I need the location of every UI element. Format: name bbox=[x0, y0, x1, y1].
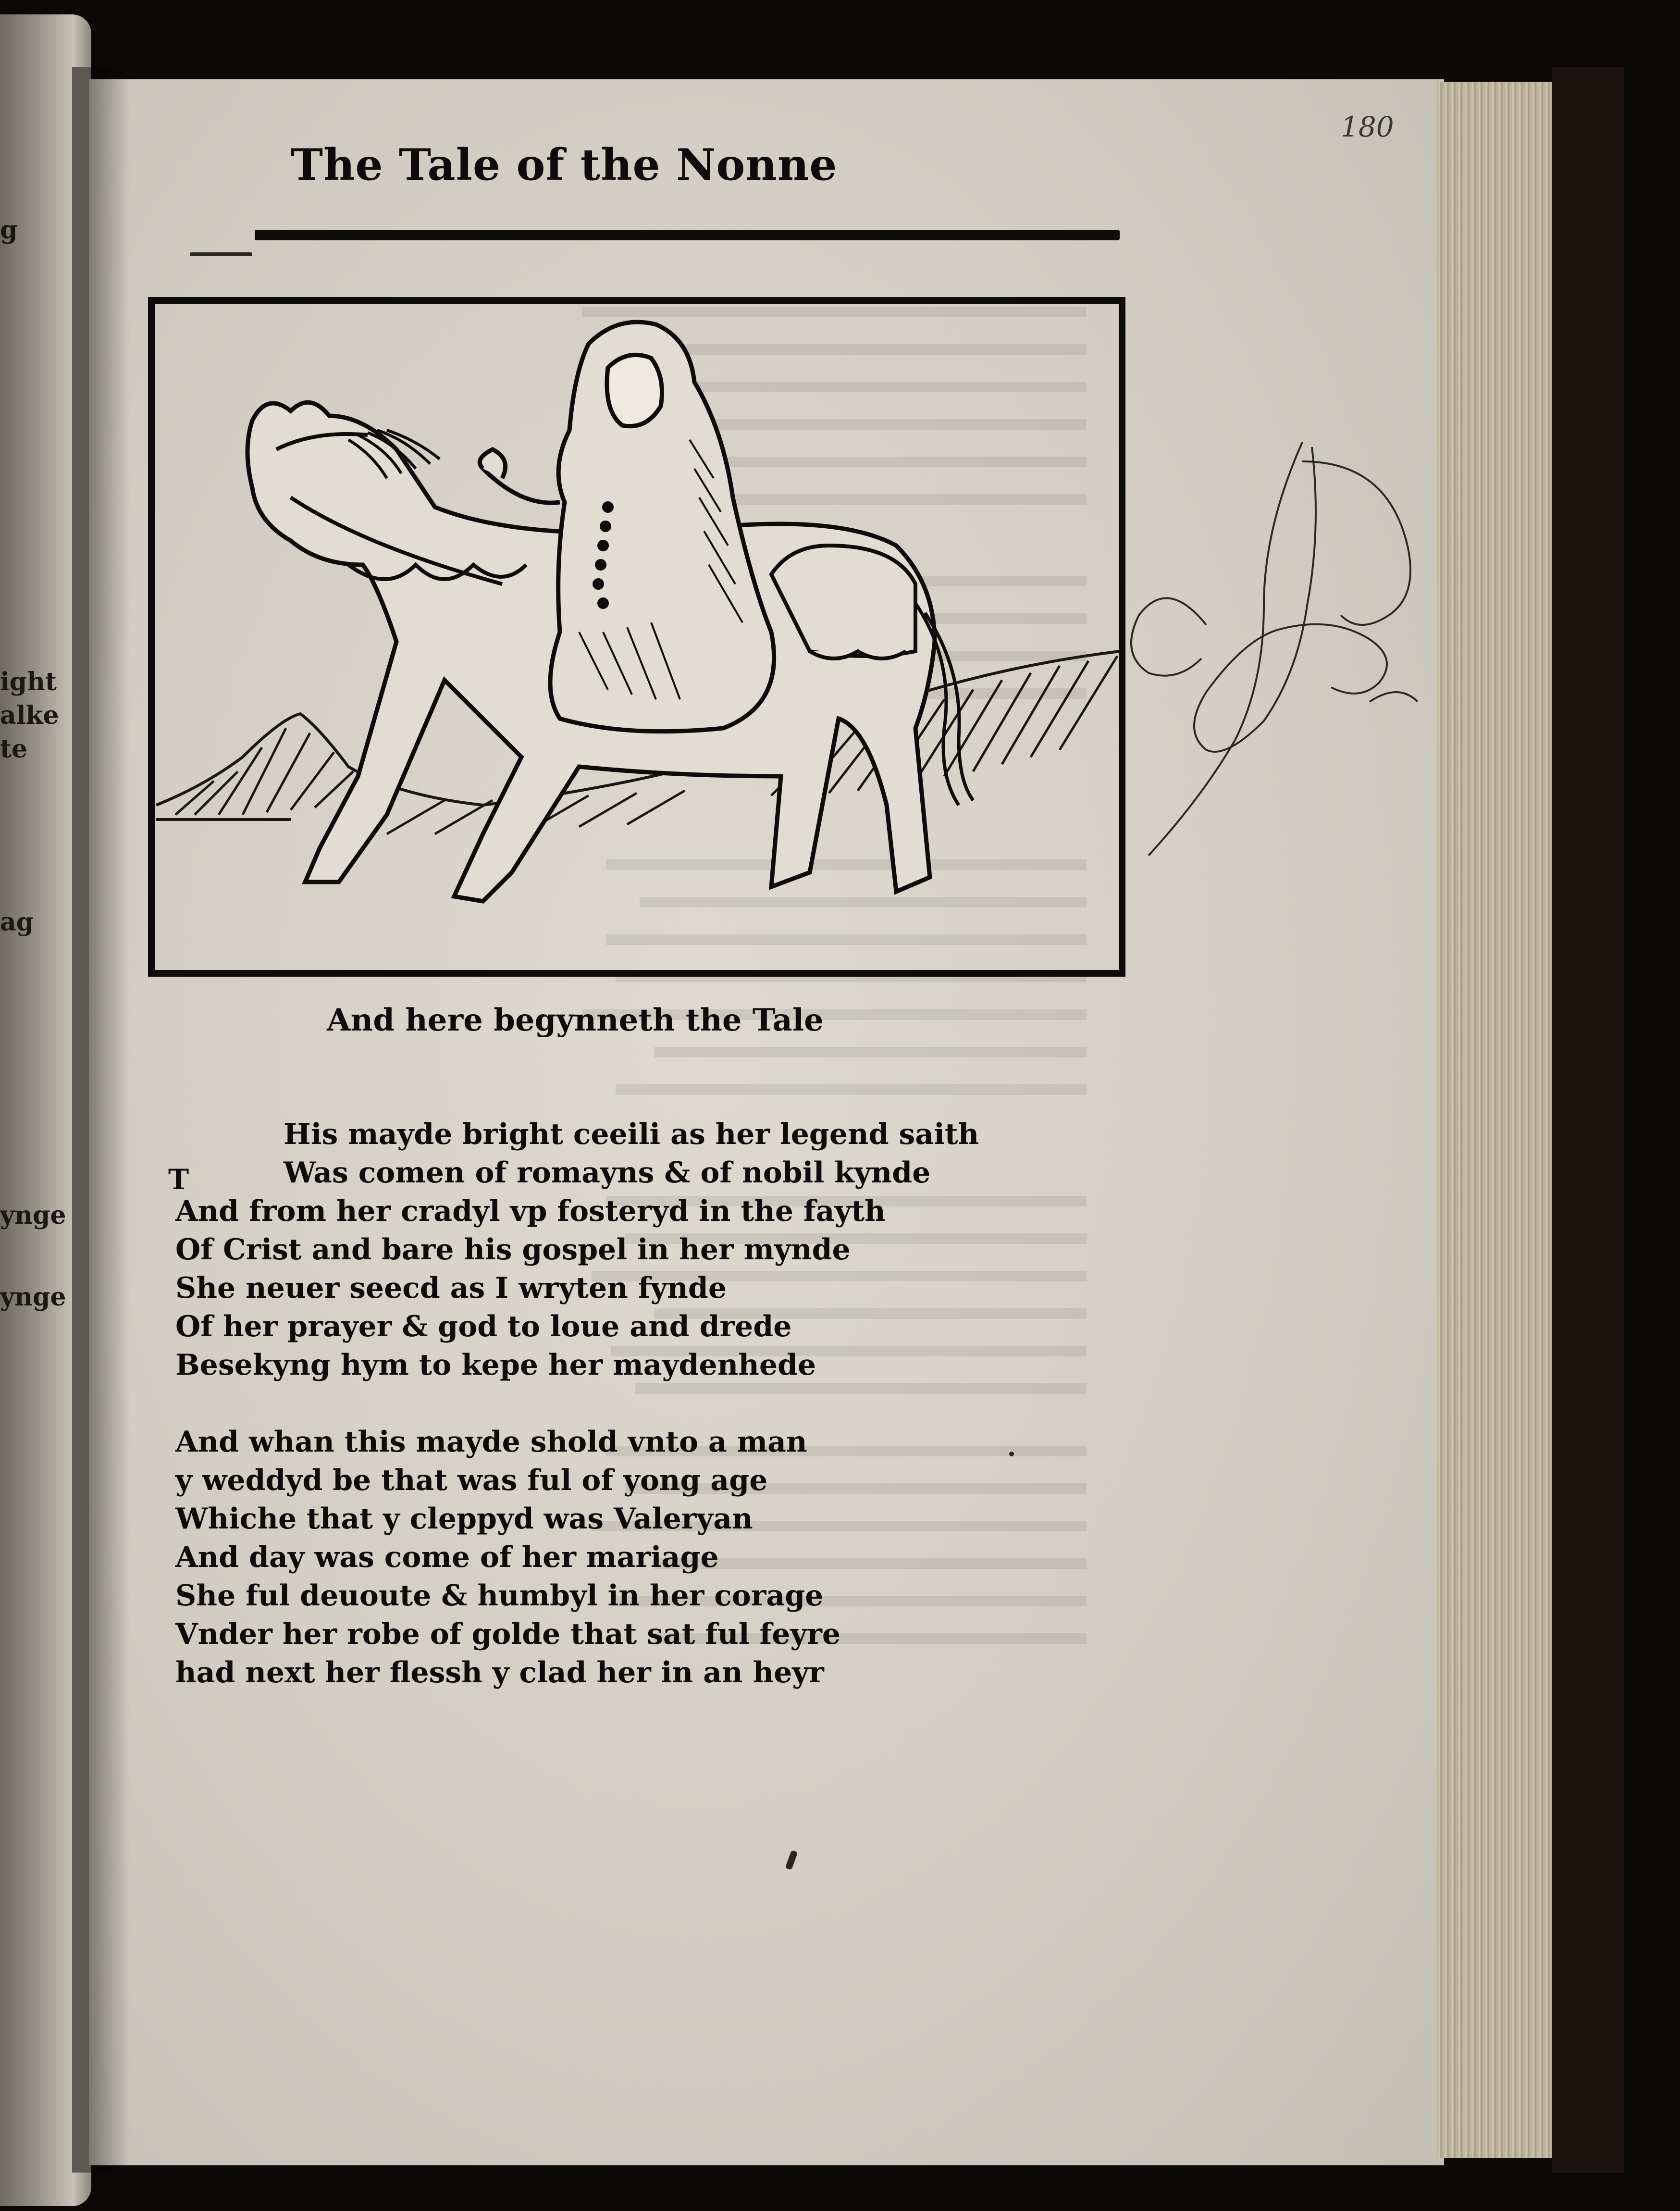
ink-mark bbox=[1009, 1452, 1014, 1456]
woodcut-caption: And here begynneth the Tale bbox=[327, 1002, 824, 1038]
rule-tail bbox=[190, 252, 252, 256]
verse-line: She ful deuoute & humbyl in her corage bbox=[175, 1579, 824, 1613]
verse-line: Was comen of romayns & of nobil kynde bbox=[284, 1156, 931, 1190]
book-cover-edge bbox=[1552, 67, 1624, 2173]
verse-line: y weddyd be that was ful of yong age bbox=[175, 1464, 768, 1497]
verse-line: Of her prayer & god to loue and drede bbox=[175, 1310, 792, 1343]
verse-line: And from her cradyl vp fosteryd in the fayth bbox=[175, 1194, 886, 1228]
left-page-fragment: te bbox=[0, 734, 28, 764]
verse-line: And day was come of her mariage bbox=[175, 1540, 719, 1574]
verse-stanza-2 bbox=[175, 1423, 1088, 1692]
drop-capital: T bbox=[168, 1163, 189, 1196]
running-head: The Tale of the Nonne bbox=[291, 139, 838, 190]
verse-line: Whiche that y cleppyd was Valeryan bbox=[175, 1502, 753, 1536]
verse-line: And whan this mayde shold vnto a man bbox=[175, 1425, 807, 1459]
verse-line: Besekyng hym to kepe her maydenhede bbox=[175, 1348, 816, 1382]
heading-rule bbox=[255, 230, 1120, 240]
page-edges bbox=[1437, 82, 1565, 2158]
left-page-fragment: ag bbox=[0, 907, 34, 937]
left-page-fragment: ight bbox=[0, 667, 57, 696]
handwritten-flourish bbox=[1120, 433, 1427, 865]
left-page-fragment: ynge bbox=[0, 1201, 66, 1230]
left-page-fragment: g bbox=[0, 215, 18, 245]
left-page-fragment: alke bbox=[0, 701, 59, 730]
left-page-fragment: ynge bbox=[0, 1282, 66, 1312]
folio-number: 180 bbox=[1341, 111, 1394, 143]
verse-stanza-1 bbox=[175, 1115, 1088, 1384]
verse-line: She neuer seecd as I wryten fynde bbox=[175, 1271, 727, 1305]
verse-line: His mayde bright ceeili as her legend saith bbox=[284, 1118, 979, 1151]
woodcut-nun-on-horse bbox=[147, 296, 1129, 981]
verse-line: Vnder her robe of golde that sat ful feyre bbox=[175, 1617, 841, 1651]
verse-line: Of Crist and bare his gospel in her mynde bbox=[175, 1233, 851, 1267]
verse-line: had next her flessh y clad her in an heyr bbox=[175, 1656, 824, 1689]
gutter-shadow bbox=[72, 67, 130, 2173]
